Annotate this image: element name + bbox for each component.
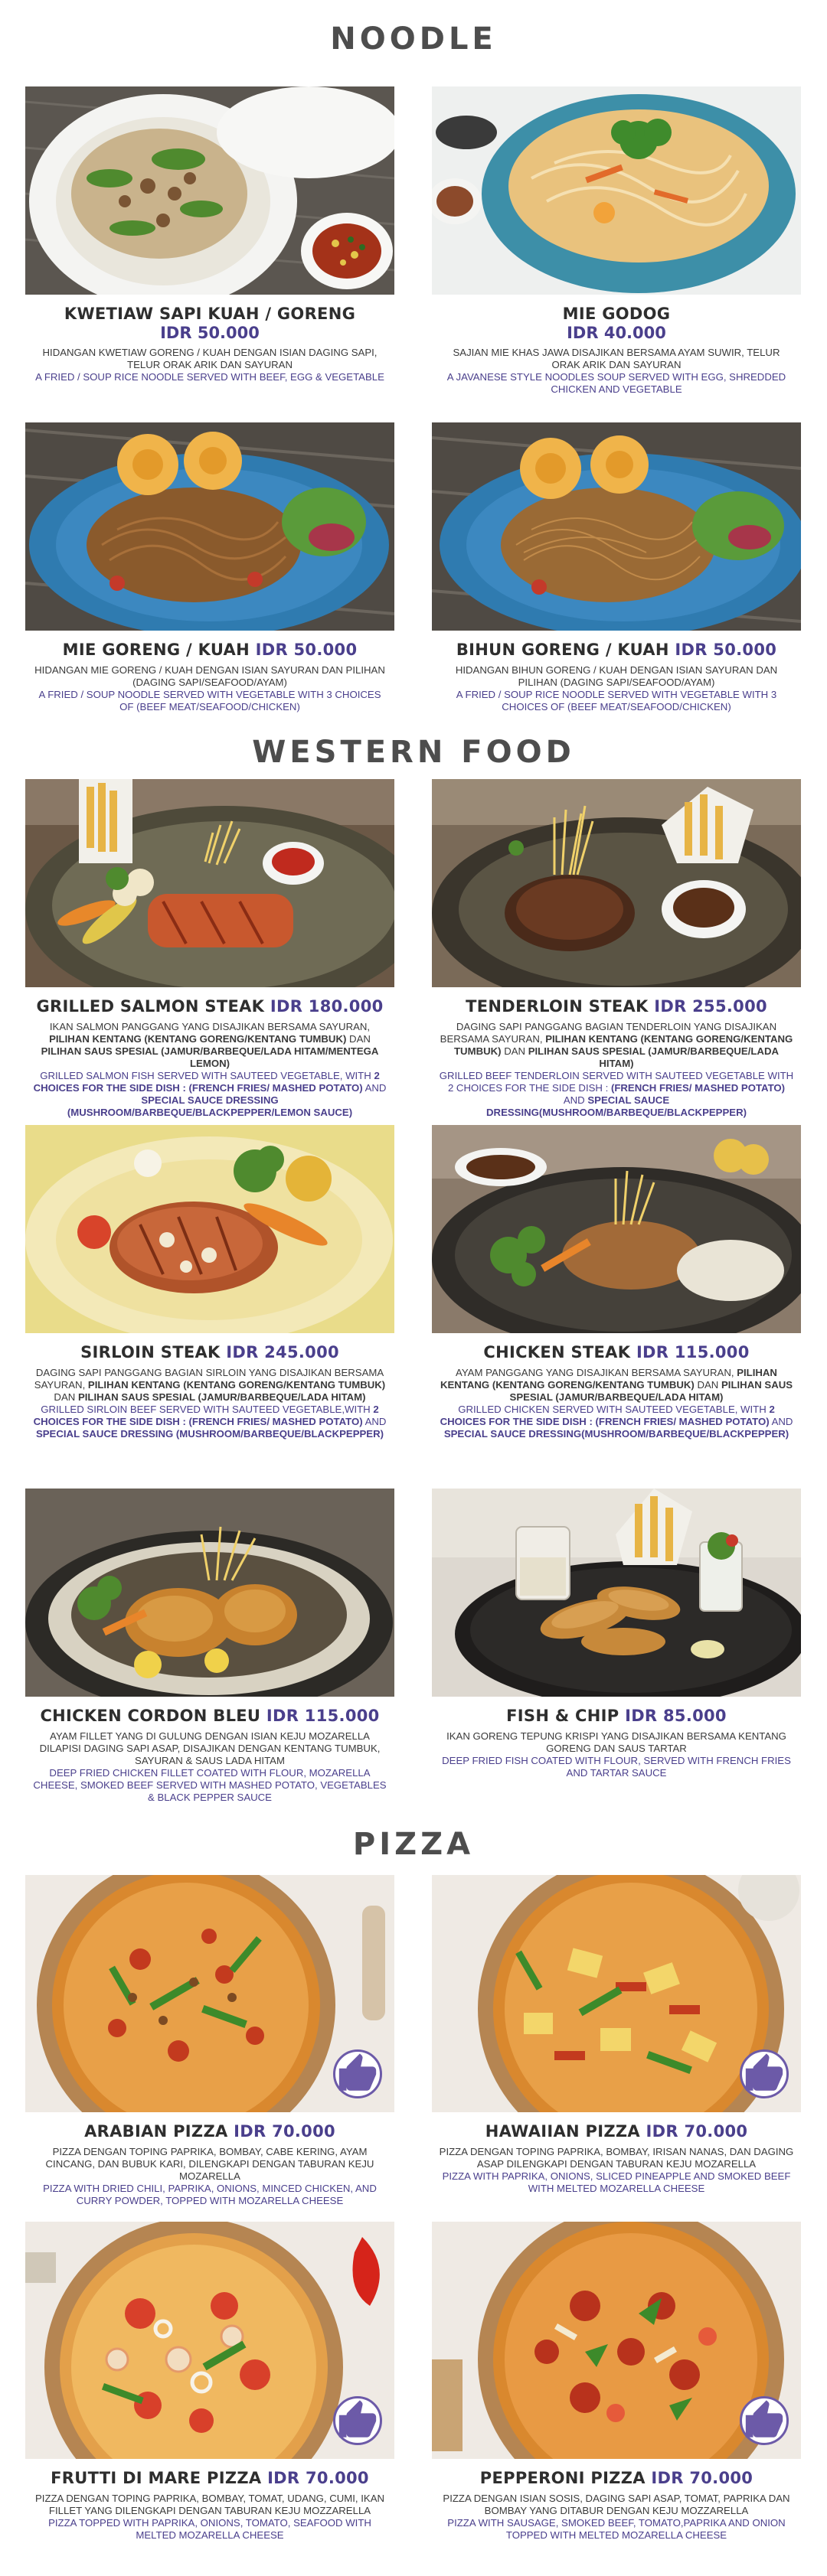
- section-title-pizza: PIZZA: [352, 1827, 475, 1862]
- tenderloin-steak-title: TENDERLOIN STEAK: [466, 997, 649, 1016]
- sirloin-id-a: DAGING SAPI PANGGANG BAGIAN SIRLOIN YANG DISAJIKAN BERSAMA SAYURAN,: [34, 1367, 384, 1391]
- pepperoni-pizza-title: PEPPERONI PIZZA: [479, 2469, 646, 2487]
- menu-item-frutti-di-mare-pizza[interactable]: [25, 2222, 394, 2542]
- bihun-goreng-name: [432, 640, 801, 660]
- fish-and-chip-photo: [432, 1489, 801, 1697]
- menu-item-pepperoni-pizza[interactable]: [432, 2222, 801, 2542]
- salmon-id-a: IKAN SALMON PANGGANG YANG DISAJIKAN BERSAMA SAYURAN,: [49, 1021, 371, 1032]
- fish-and-chip-name: [432, 1706, 801, 1726]
- mie-godog-desc-en: A JAVANESE STYLE NOODLES SOUP SERVED WITH EGG, SHREDDED CHICKEN AND VEGETABLE: [446, 371, 786, 395]
- menu-item-hawaiian-pizza[interactable]: [432, 1875, 801, 2195]
- bihun-goreng-photo: [432, 422, 801, 631]
- fish-and-chip-title: FISH & CHIP: [506, 1707, 619, 1725]
- pepperoni-pizza-photo: [432, 2222, 801, 2459]
- chicken-steak-photo: [432, 1125, 801, 1333]
- frutti-di-mare-pizza-desc-en: PIZZA TOPPED WITH PAPRIKA, ONIONS, TOMATO, SEAFOOD WITH MELTED MOZARELLA CHEESE: [48, 2517, 371, 2541]
- chicken-en-d: SPECIAL SAUCE DRESSING(MUSHROOM/BARBEQUE/BLACKPEPPER): [443, 1428, 789, 1440]
- grilled-salmon-price: IDR 180.000: [270, 997, 384, 1016]
- thumbs-up-icon: [740, 2396, 789, 2445]
- bihun-goreng-title: BIHUN GORENG / KUAH: [456, 641, 669, 659]
- kwetiaw-price: IDR 50.000: [160, 324, 260, 342]
- chicken-id-c: DAN: [697, 1379, 719, 1391]
- salmon-en-a: GRILLED SALMON FISH SERVED WITH SAUTEED VEGETABLE, WITH: [40, 1070, 371, 1081]
- menu-item-bihun-goreng[interactable]: [432, 422, 801, 713]
- sirloin-steak-title: SIRLOIN STEAK: [80, 1343, 221, 1361]
- section-title-noodle: NOODLE: [330, 21, 497, 57]
- frutti-di-mare-pizza-title: FRUTTI DI MARE PIZZA: [51, 2469, 262, 2487]
- sirloin-steak-name: [25, 1342, 394, 1362]
- tenderloin-en-b: (FRENCH FRIES/ MASHED POTATO): [610, 1082, 786, 1094]
- mie-goreng-photo: [25, 422, 394, 631]
- grilled-salmon-title: GRILLED SALMON STEAK: [36, 997, 265, 1016]
- menu-item-chicken-steak[interactable]: [432, 1125, 801, 1440]
- frutti-di-mare-pizza-desc-id: PIZZA DENGAN TOPING PAPRIKA, BOMBAY, TOMAT, UDANG, CUMI, IKAN FILLET YANG DILENGKAPI DENGAN TABURAN KEJU MOZZARELLA: [34, 2493, 385, 2516]
- fish-and-chip-price: IDR 85.000: [625, 1707, 727, 1725]
- pepperoni-pizza-name: [432, 2468, 801, 2488]
- hawaiian-pizza-desc-id: PIZZA DENGAN TOPING PAPRIKA, BOMBAY, IRISAN NANAS, DAN DAGING ASAP DILENGKAPI DENGAN TABURAN KEJU MOZARELLA: [439, 2146, 794, 2170]
- sirloin-en-c: AND: [364, 1416, 387, 1427]
- arabian-pizza-price: IDR 70.000: [234, 2122, 335, 2141]
- salmon-en-c: AND: [364, 1082, 387, 1094]
- hawaiian-pizza-title: HAWAIIAN PIZZA: [485, 2122, 640, 2141]
- grilled-salmon-desc-id: [31, 1021, 388, 1070]
- chicken-id-d: PILIHAN SAUS SPESIAL (JAMUR/BARBEQUE/LADA HITAM): [509, 1379, 793, 1403]
- kwetiaw-desc-en: A FRIED / SOUP RICE NOODLE SERVED WITH BEEF, EGG & VEGETABLE: [35, 371, 384, 383]
- salmon-id-b: PILIHAN KENTANG (KENTANG GORENG/KENTANG TUMBUK): [49, 1033, 347, 1045]
- menu-item-sirloin-steak[interactable]: [25, 1125, 394, 1440]
- frutti-di-mare-pizza-name: [25, 2468, 394, 2488]
- section-title-western-food: WESTERN FOOD: [252, 735, 575, 770]
- menu-item-tenderloin-steak[interactable]: [432, 779, 801, 1119]
- menu-item-fish-and-chip[interactable]: [432, 1489, 801, 1779]
- kwetiaw-photo: [25, 86, 394, 295]
- tenderloin-id-b: PILIHAN KENTANG (KENTANG GORENG/KENTANG TUMBUK): [454, 1033, 793, 1057]
- grilled-salmon-photo: [25, 779, 394, 987]
- sirloin-steak-photo: [25, 1125, 394, 1333]
- mie-goreng-title: MIE GORENG / KUAH: [62, 641, 250, 659]
- kwetiaw-desc-id: HIDANGAN KWETIAW GORENG / KUAH DENGAN ISIAN DAGING SAPI, TELUR ORAK ARIK DAN SAYURAN: [42, 347, 378, 370]
- bihun-goreng-desc-en: A FRIED / SOUP RICE NOODLE SERVED WITH VEGETABLE WITH 3 CHOICES OF (BEEF MEAT/SEAFOOD/CHICKEN): [456, 689, 777, 712]
- chicken-steak-name: [432, 1342, 801, 1362]
- menu-item-chicken-cordon-bleu[interactable]: [25, 1489, 394, 1804]
- bihun-goreng-price: IDR 50.000: [675, 641, 777, 659]
- chicken-cordon-bleu-desc-en: DEEP FRIED CHICKEN FILLET COATED WITH FLOUR, MOZARELLA CHEESE, SMOKED BEEF SERVED WITH MASHED POTATO, VEGETABLES & BLACK PEPPER SAUCE: [33, 1767, 387, 1803]
- tenderloin-id-a: DAGING SAPI PANGGANG BAGIAN TENDERLOIN YANG DISAJIKAN BERSAMA SAYURAN,: [440, 1021, 777, 1045]
- mie-goreng-desc-en: A FRIED / SOUP NOODLE SERVED WITH VEGETABLE WITH 3 CHOICES OF (BEEF MEAT/SEAFOOD/CHICKEN): [38, 689, 381, 712]
- bihun-goreng-desc-id: HIDANGAN BIHUN GORENG / KUAH DENGAN ISIAN SAYURAN DAN PILIHAN (DAGING SAPI/SEAFOOD/AYAM): [455, 664, 778, 688]
- menu-item-mie-godog[interactable]: [432, 86, 801, 396]
- mie-goreng-name: [25, 640, 394, 660]
- tenderloin-en-c: AND: [563, 1094, 585, 1106]
- tenderloin-en-d: SPECIAL SAUCE DRESSING(MUSHROOM/BARBEQUE/BLACKPEPPER): [486, 1094, 747, 1118]
- pepperoni-pizza-desc-en: PIZZA WITH SAUSAGE, SMOKED BEEF, TOMATO,PAPRIKA AND ONION TOPPED WITH MELTED MOZARELLA CHEESE: [447, 2517, 786, 2541]
- chicken-en-b: 2 CHOICES FOR THE SIDE DISH : (FRENCH FRIES/ MASHED POTATO): [440, 1404, 775, 1427]
- mie-godog-price: IDR 40.000: [567, 324, 666, 342]
- tenderloin-steak-price: IDR 255.000: [654, 997, 767, 1016]
- tenderloin-id-d: PILIHAN SAUS SPESIAL (JAMUR/BARBEQUE/LADA HITAM): [528, 1045, 779, 1069]
- sirloin-steak-desc-id: [31, 1367, 388, 1404]
- frutti-di-mare-pizza-photo: [25, 2222, 394, 2459]
- chicken-cordon-bleu-desc-id: AYAM FILLET YANG DI GULUNG DENGAN ISIAN KEJU MOZARELLA DILAPISI DAGING SAPI ASAP, DISAJIKAN DENGAN KENTANG TUMBUK, SAYURAN & SAUS LADA HITAM: [39, 1730, 381, 1766]
- sirloin-en-d: SPECIAL SAUCE DRESSING (MUSHROOM/BARBEQUE/BLACKPEPPER): [35, 1428, 384, 1440]
- salmon-id-d: PILIHAN SAUS SPESIAL (JAMUR/BARBEQUE/LADA HITAM/MENTEGA LEMON): [41, 1045, 379, 1069]
- mie-godog-desc-id: SAJIAN MIE KHAS JAWA DISAJIKAN BERSAMA AYAM SUWIR, TELUR ORAK ARIK DAN SAYURAN: [453, 347, 780, 370]
- chicken-steak-price: IDR 115.000: [636, 1343, 750, 1361]
- sirloin-en-a: GRILLED SIRLOIN BEEF SERVED WITH SAUTEED VEGETABLE,WITH: [41, 1404, 371, 1415]
- hawaiian-pizza-desc-en: PIZZA WITH PAPRIKA, ONIONS, SLICED PINEAPPLE AND SMOKED BEEF WITH MELTED MOZARELLA CHEESE: [442, 2170, 791, 2194]
- pepperoni-pizza-price: IDR 70.000: [651, 2469, 753, 2487]
- sirloin-id-b: PILIHAN KENTANG (KENTANG GORENG/KENTANG TUMBUK): [87, 1379, 386, 1391]
- thumbs-up-icon: [740, 2049, 789, 2098]
- sirloin-steak-price: IDR 245.000: [226, 1343, 339, 1361]
- salmon-en-d: SPECIAL SAUCE DRESSING (MUSHROOM/BARBEQUE/BLACKPEPPER/LEMON SAUCE): [67, 1094, 353, 1118]
- fish-and-chip-desc-en: DEEP FRIED FISH COATED WITH FLOUR, SERVED WITH FRENCH FRIES AND TARTAR SAUCE: [442, 1755, 791, 1779]
- sirloin-id-d: PILIHAN SAUS SPESIAL (JAMUR/BARBEQUE/LADA HITAM): [77, 1391, 366, 1403]
- grilled-salmon-name: [25, 996, 394, 1016]
- salmon-en-b: 2 CHOICES FOR THE SIDE DISH : (FRENCH FRIES/ MASHED POTATO): [33, 1070, 380, 1094]
- mie-godog-name: MIE GODOG: [562, 305, 671, 323]
- mie-goreng-price: IDR 50.000: [255, 641, 358, 659]
- menu-item-kwetiaw[interactable]: [25, 86, 394, 383]
- arabian-pizza-desc-id: PIZZA DENGAN TOPING PAPRIKA, BOMBAY, CABE KERING, AYAM CINCANG, DAN BUBUK KARI, DILENGKAPI DENGAN TABURAN KEJU MOZARELLA: [45, 2146, 374, 2182]
- chicken-cordon-bleu-price: IDR 115.000: [266, 1707, 380, 1725]
- chicken-en-a: GRILLED CHICKEN SERVED WITH SAUTEED VEGETABLE, WITH: [458, 1404, 767, 1415]
- arabian-pizza-title: ARABIAN PIZZA: [84, 2122, 228, 2141]
- fish-and-chip-desc-id: IKAN GORENG TEPUNG KRISPI YANG DISAJIKAN BERSAMA KENTANG GORENG DAN SAUS TARTAR: [446, 1730, 786, 1754]
- tenderloin-id-c: DAN: [504, 1045, 526, 1057]
- thumbs-up-icon: [333, 2049, 382, 2098]
- menu-item-mie-goreng[interactable]: [25, 422, 394, 713]
- salmon-id-c: DAN: [349, 1033, 371, 1045]
- hawaiian-pizza-name: [432, 2121, 801, 2141]
- grilled-salmon-desc-en: [31, 1070, 388, 1119]
- tenderloin-steak-desc-id: [438, 1021, 795, 1070]
- mie-godog-photo: [432, 86, 801, 295]
- menu-item-arabian-pizza[interactable]: [25, 1875, 394, 2207]
- chicken-cordon-bleu-photo: [25, 1489, 394, 1697]
- arabian-pizza-photo: [25, 1875, 394, 2112]
- chicken-en-c: AND: [771, 1416, 793, 1427]
- chicken-id-a: AYAM PANGGANG YANG DISAJIKAN BERSAMA SAYURAN,: [456, 1367, 734, 1378]
- frutti-di-mare-pizza-price: IDR 70.000: [267, 2469, 369, 2487]
- arabian-pizza-name: [25, 2121, 394, 2141]
- thumbs-up-icon: [333, 2396, 382, 2445]
- chicken-cordon-bleu-title: CHICKEN CORDON BLEU: [40, 1707, 261, 1725]
- hawaiian-pizza-price: IDR 70.000: [646, 2122, 748, 2141]
- sirloin-steak-desc-en: [31, 1404, 388, 1440]
- pepperoni-pizza-desc-id: PIZZA DENGAN ISIAN SOSIS, DAGING SAPI ASAP, TOMAT, PAPRIKA DAN BOMBAY YANG DITABUR DENGAN KEJU MOZZARELLA: [443, 2493, 790, 2516]
- tenderloin-steak-desc-en: [438, 1070, 795, 1119]
- chicken-steak-title: CHICKEN STEAK: [483, 1343, 631, 1361]
- sirloin-id-c: DAN: [54, 1391, 76, 1403]
- chicken-cordon-bleu-name: [25, 1706, 394, 1726]
- arabian-pizza-desc-en: PIZZA WITH DRIED CHILI, PAPRIKA, ONIONS, MINCED CHICKEN, AND CURRY POWDER, TOPPED WITH MOZARELLA CHEESE: [43, 2183, 377, 2206]
- tenderloin-steak-name: [432, 996, 801, 1016]
- sirloin-en-b: 2 CHOICES FOR THE SIDE DISH : (FRENCH FRIES/ MASHED POTATO): [33, 1404, 379, 1427]
- chicken-steak-desc-en: [438, 1404, 795, 1440]
- tenderloin-steak-photo: [432, 779, 801, 987]
- chicken-steak-desc-id: [438, 1367, 795, 1404]
- chicken-id-b: PILIHAN KENTANG (KENTANG GORENG/KENTANG TUMBUK): [440, 1367, 777, 1391]
- hawaiian-pizza-photo: [432, 1875, 801, 2112]
- menu-item-grilled-salmon[interactable]: [25, 779, 394, 1119]
- tenderloin-en-a: GRILLED BEEF TENDERLOIN SERVED WITH SAUTEED VEGETABLE WITH 2 CHOICES FOR THE SIDE DISH :: [439, 1070, 794, 1094]
- mie-goreng-desc-id: HIDANGAN MIE GORENG / KUAH DENGAN ISIAN SAYURAN DAN PILIHAN (DAGING SAPI/SEAFOOD/AYAM): [34, 664, 385, 688]
- kwetiaw-name: KWETIAW SAPI KUAH / GORENG: [64, 305, 356, 323]
